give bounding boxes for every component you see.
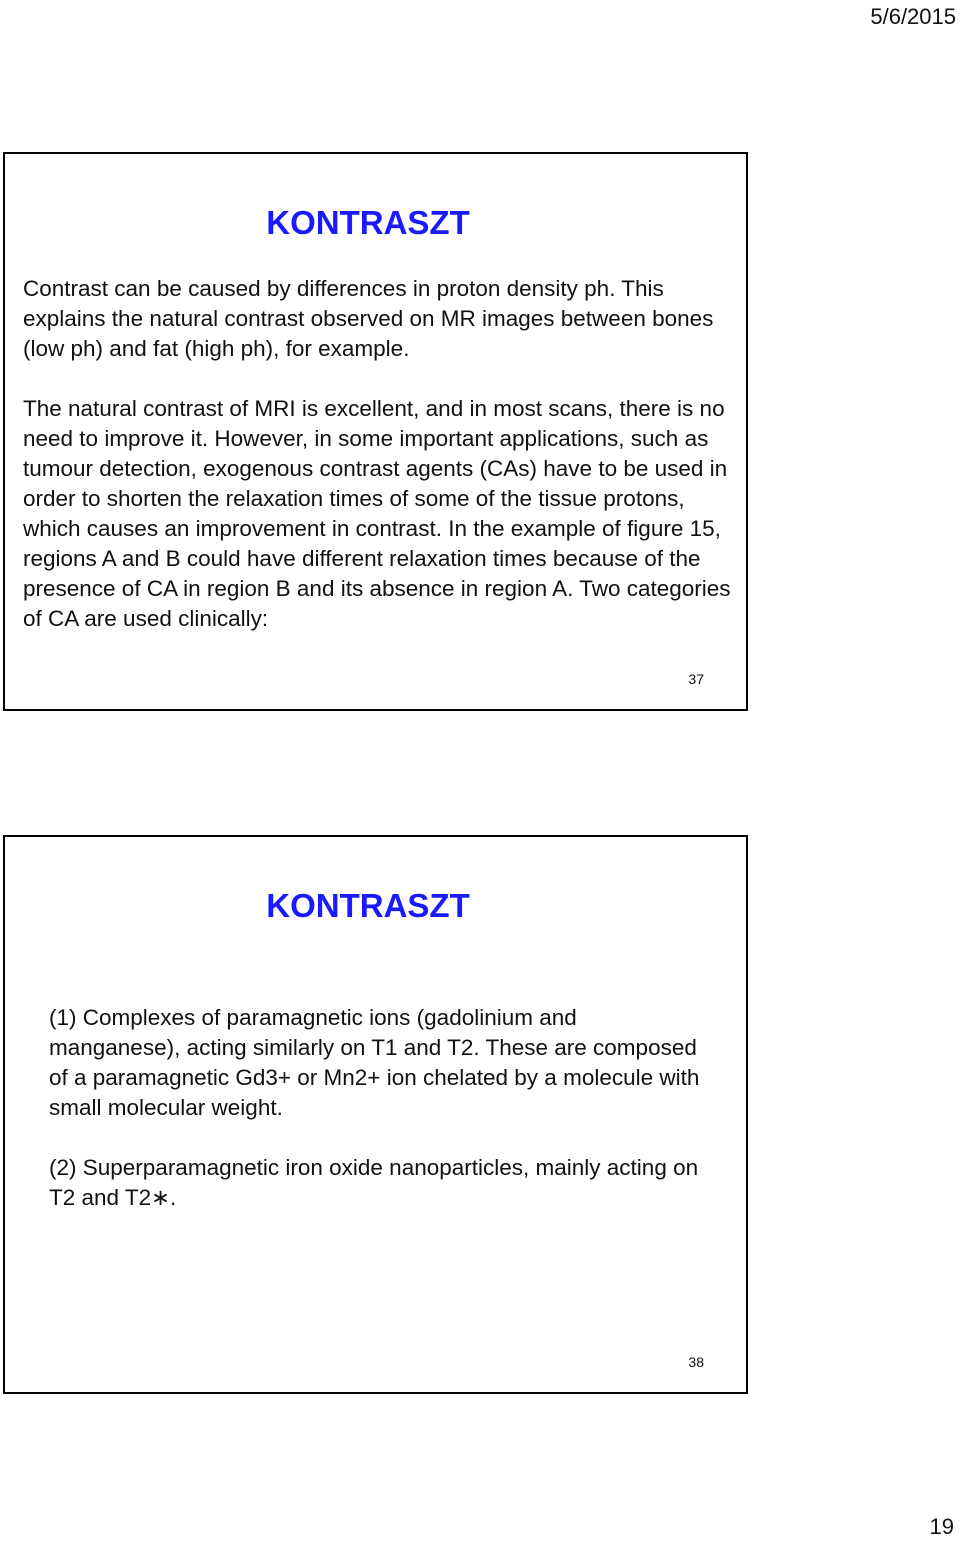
slide-title: KONTRASZT bbox=[266, 887, 470, 924]
paragraph: (1) Complexes of paramagnetic ions (gadolinium and manganese), acting similarly on T1 and T2. These are composed of a paramagnetic Gd3+ or Mn2+ ion chelated by a molecule with small molecular weight. bbox=[49, 1005, 700, 1120]
slide-37 bbox=[3, 152, 748, 711]
slide-title: KONTRASZT bbox=[266, 204, 470, 241]
page-number: 19 bbox=[929, 1514, 954, 1539]
paragraph: The natural contrast of MRI is excellent, and in most scans, there is no need to improve it. However, in some important applications, such as tumour detection, exogenous contrast agents (CAs) have to be used in order to shorten the relaxation times of some of the tissue protons, which causes an improvement in contrast. In the example of figure 15, regions A and B could have different relaxation times because of the presence of CA in region B and its absence in region A. Two categories of CA are used clinically: bbox=[23, 396, 731, 631]
slide-body bbox=[23, 274, 732, 634]
slide-number: 37 bbox=[688, 671, 704, 687]
slide-body bbox=[49, 1003, 706, 1213]
paragraph: Contrast can be caused by differences in proton density ph. This explains the natural contrast observed on MR images between bones (low ph) and fat (high ph), for example. bbox=[23, 276, 714, 361]
paragraph: (2) Superparamagnetic iron oxide nanoparticles, mainly acting on T2 and T2∗. bbox=[49, 1155, 699, 1210]
slide-38 bbox=[3, 835, 748, 1394]
header-date: 5/6/2015 bbox=[870, 4, 956, 29]
slide-number: 38 bbox=[688, 1354, 704, 1370]
